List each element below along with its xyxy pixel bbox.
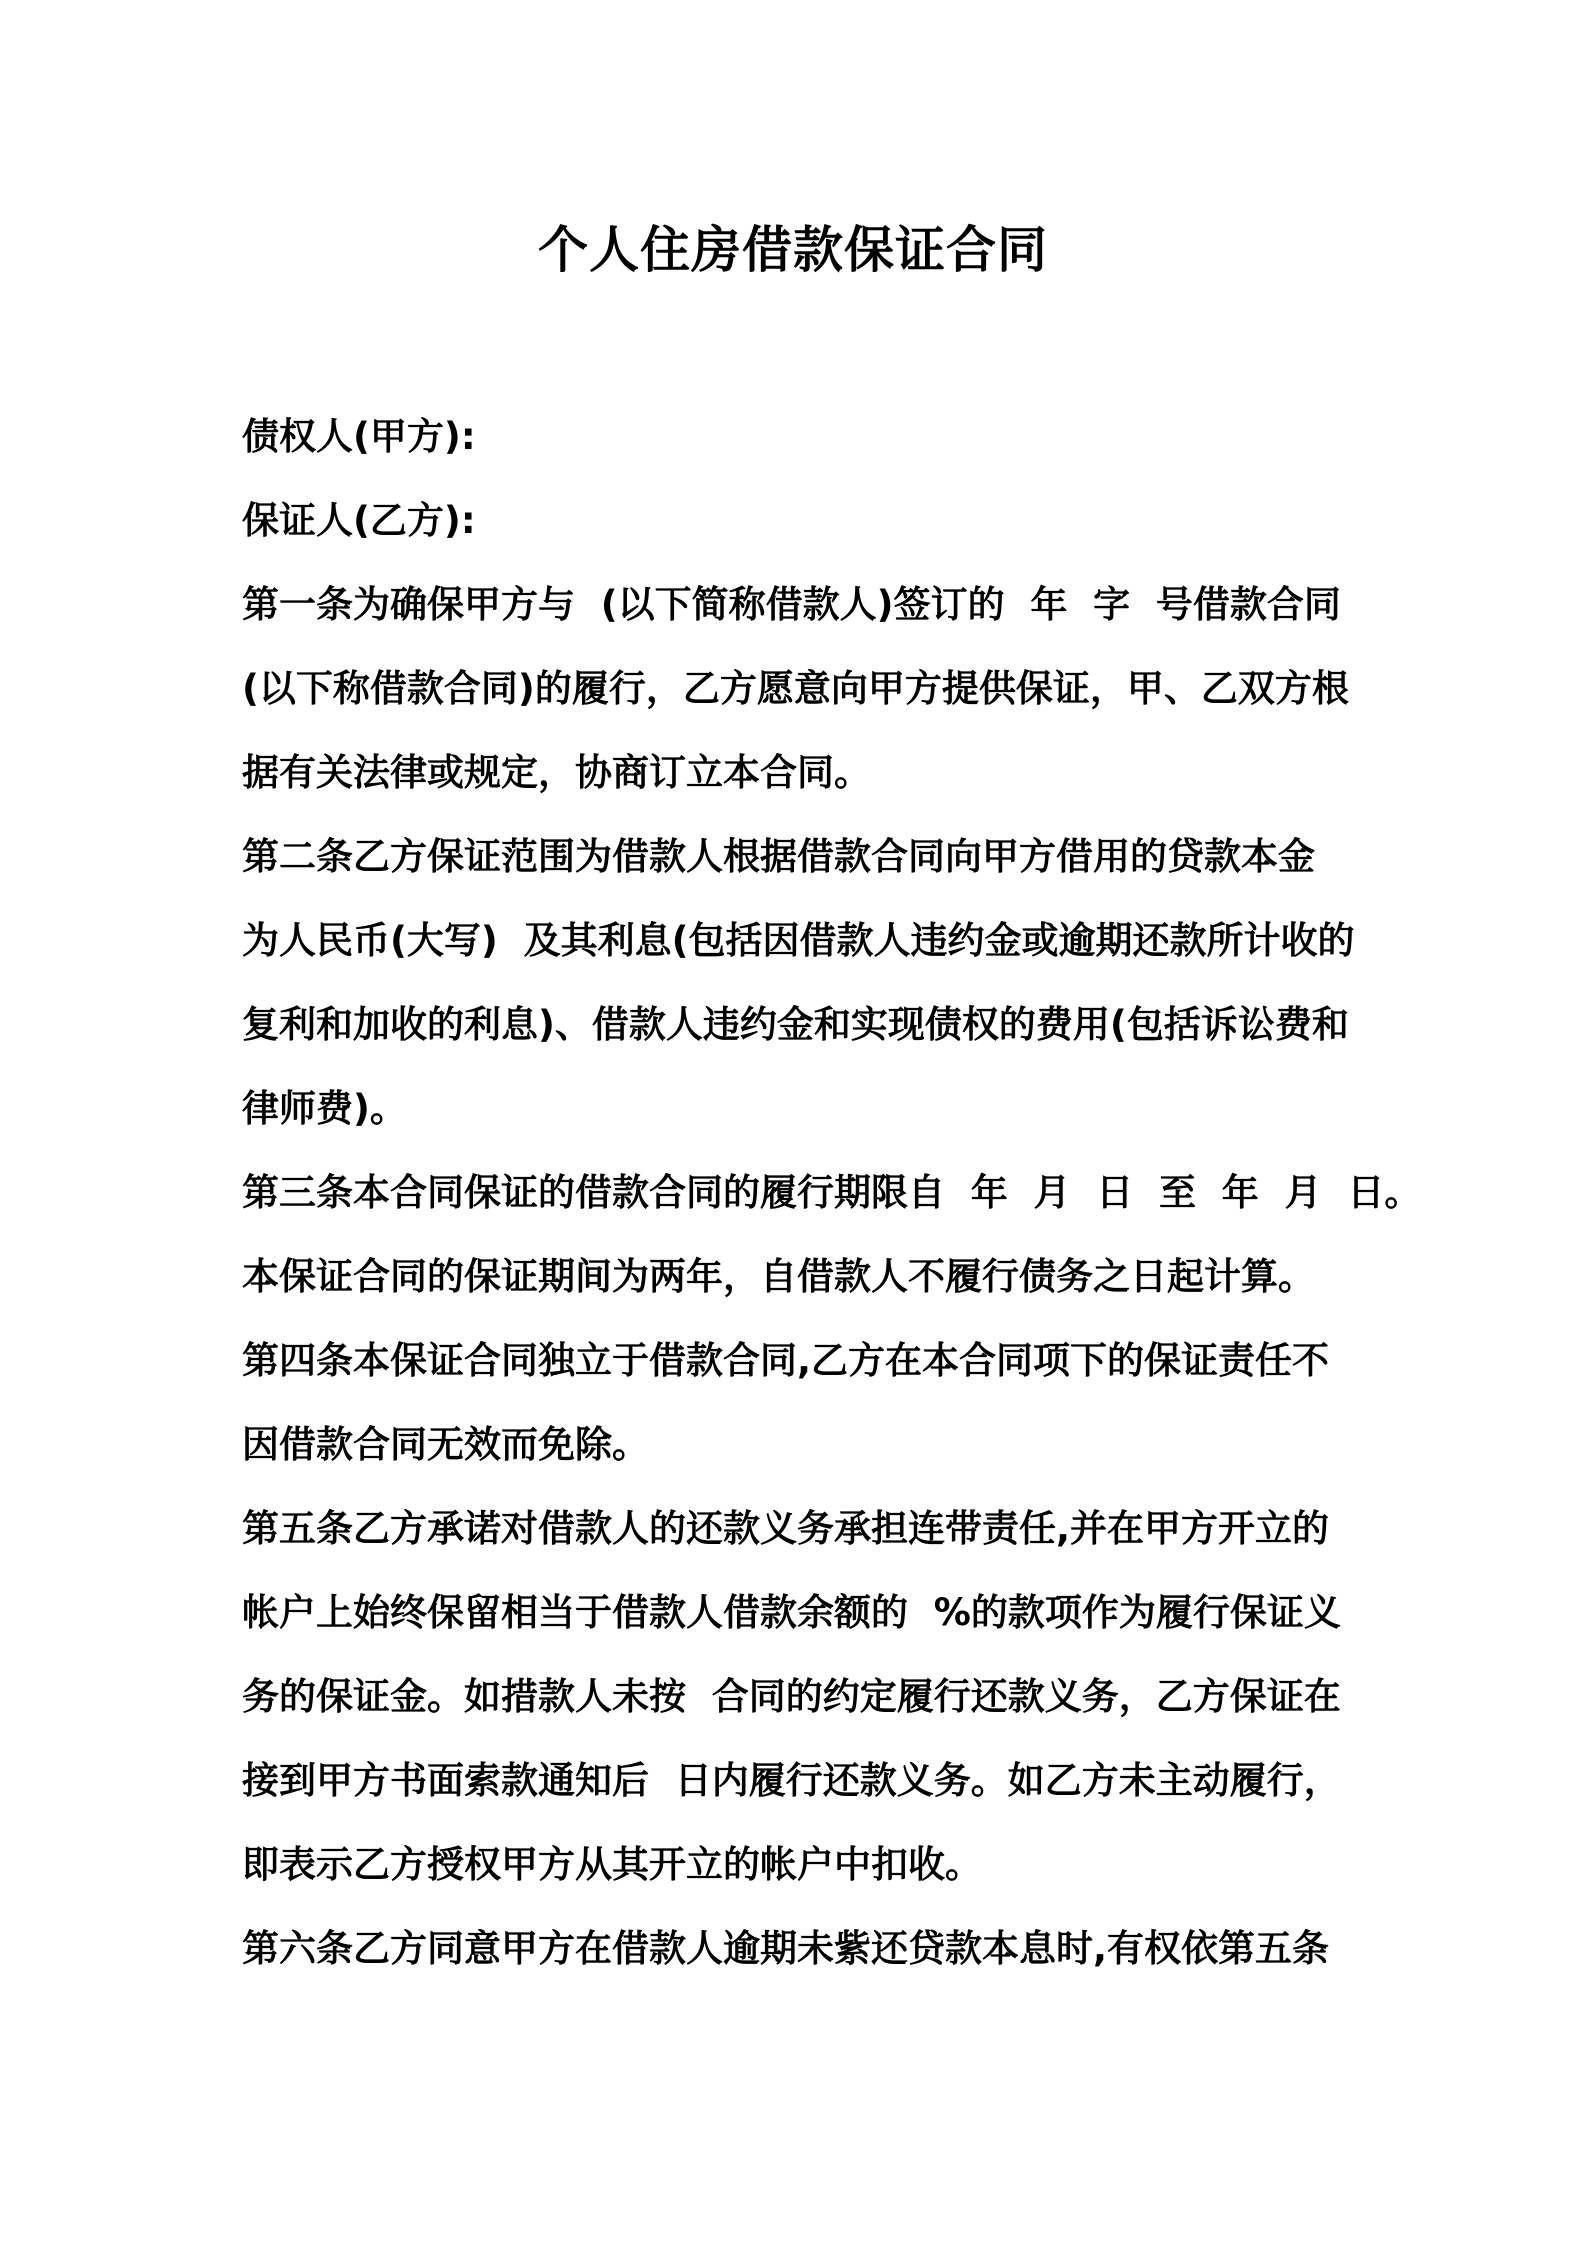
article-2-line-4: 律师费)。 bbox=[242, 1087, 407, 1130]
article-1-line-3: 据有关法律或规定，协商订立本合同。 bbox=[242, 751, 871, 794]
article-1-line-2: (以下称借款合同)的履行，乙方愿意向甲方提供保证，甲、乙双方根 bbox=[242, 667, 1349, 710]
article-4-line-2: 因借款合同无效而免除。 bbox=[242, 1423, 649, 1466]
article-5-line-5: 即表示乙方授权甲方从其开立的帐户中扣收。 bbox=[242, 1843, 982, 1886]
article-2-line-1: 第二条乙方保证范围为借款人根据借款合同向甲方借用的贷款本金 bbox=[242, 835, 1315, 878]
article-3-line-2: 本保证合同的保证期间为两年，自借款人不履行债务之日起计算。 bbox=[242, 1255, 1315, 1298]
article-5-line-3: 务的保证金。如措款人未按 合同的约定履行还款义务，乙方保证在 bbox=[242, 1675, 1341, 1718]
article-1-line-1: 第一条为确保甲方与 (以下简称借款人)签订的 年 字 号借款合同 bbox=[242, 583, 1341, 626]
article-5-line-2: 帐户上始终保留相当于借款人借款余额的 %的款项作为履行保证义 bbox=[242, 1591, 1341, 1634]
article-2-line-2: 为人民币(大写) 及其利息(包括因借款人违约金或逾期还款所计收的 bbox=[242, 919, 1355, 962]
document-title: 个人住房借款保证合同 bbox=[538, 221, 1048, 279]
article-6-line-1: 第六条乙方同意甲方在借款人逾期未紫还贷款本息时,有权依第五条 bbox=[242, 1927, 1330, 1970]
article-5-line-1: 第五条乙方承诺对借款人的还款义务承担连带责任,并在甲方开立的 bbox=[242, 1507, 1330, 1550]
article-5-line-4: 接到甲方书面索款通知后 日内履行还款义务。如乙方未主动履行， bbox=[242, 1759, 1341, 1802]
document-body bbox=[242, 395, 1422, 1991]
article-2-line-3: 复利和加收的利息)、借款人违约金和实现债权的费用(包括诉讼费和 bbox=[242, 1003, 1349, 1046]
article-4-line-1: 第四条本保证合同独立于借款合同,乙方在本合同项下的保证责任不 bbox=[242, 1339, 1330, 1382]
guarantor-line: 保证人(乙方): bbox=[242, 499, 476, 542]
creditor-line: 债权人(甲方): bbox=[242, 415, 476, 458]
article-3-line-1: 第三条本合同保证的借款合同的履行期限自 年 月 日 至 年 月 日。 bbox=[242, 1171, 1422, 1214]
